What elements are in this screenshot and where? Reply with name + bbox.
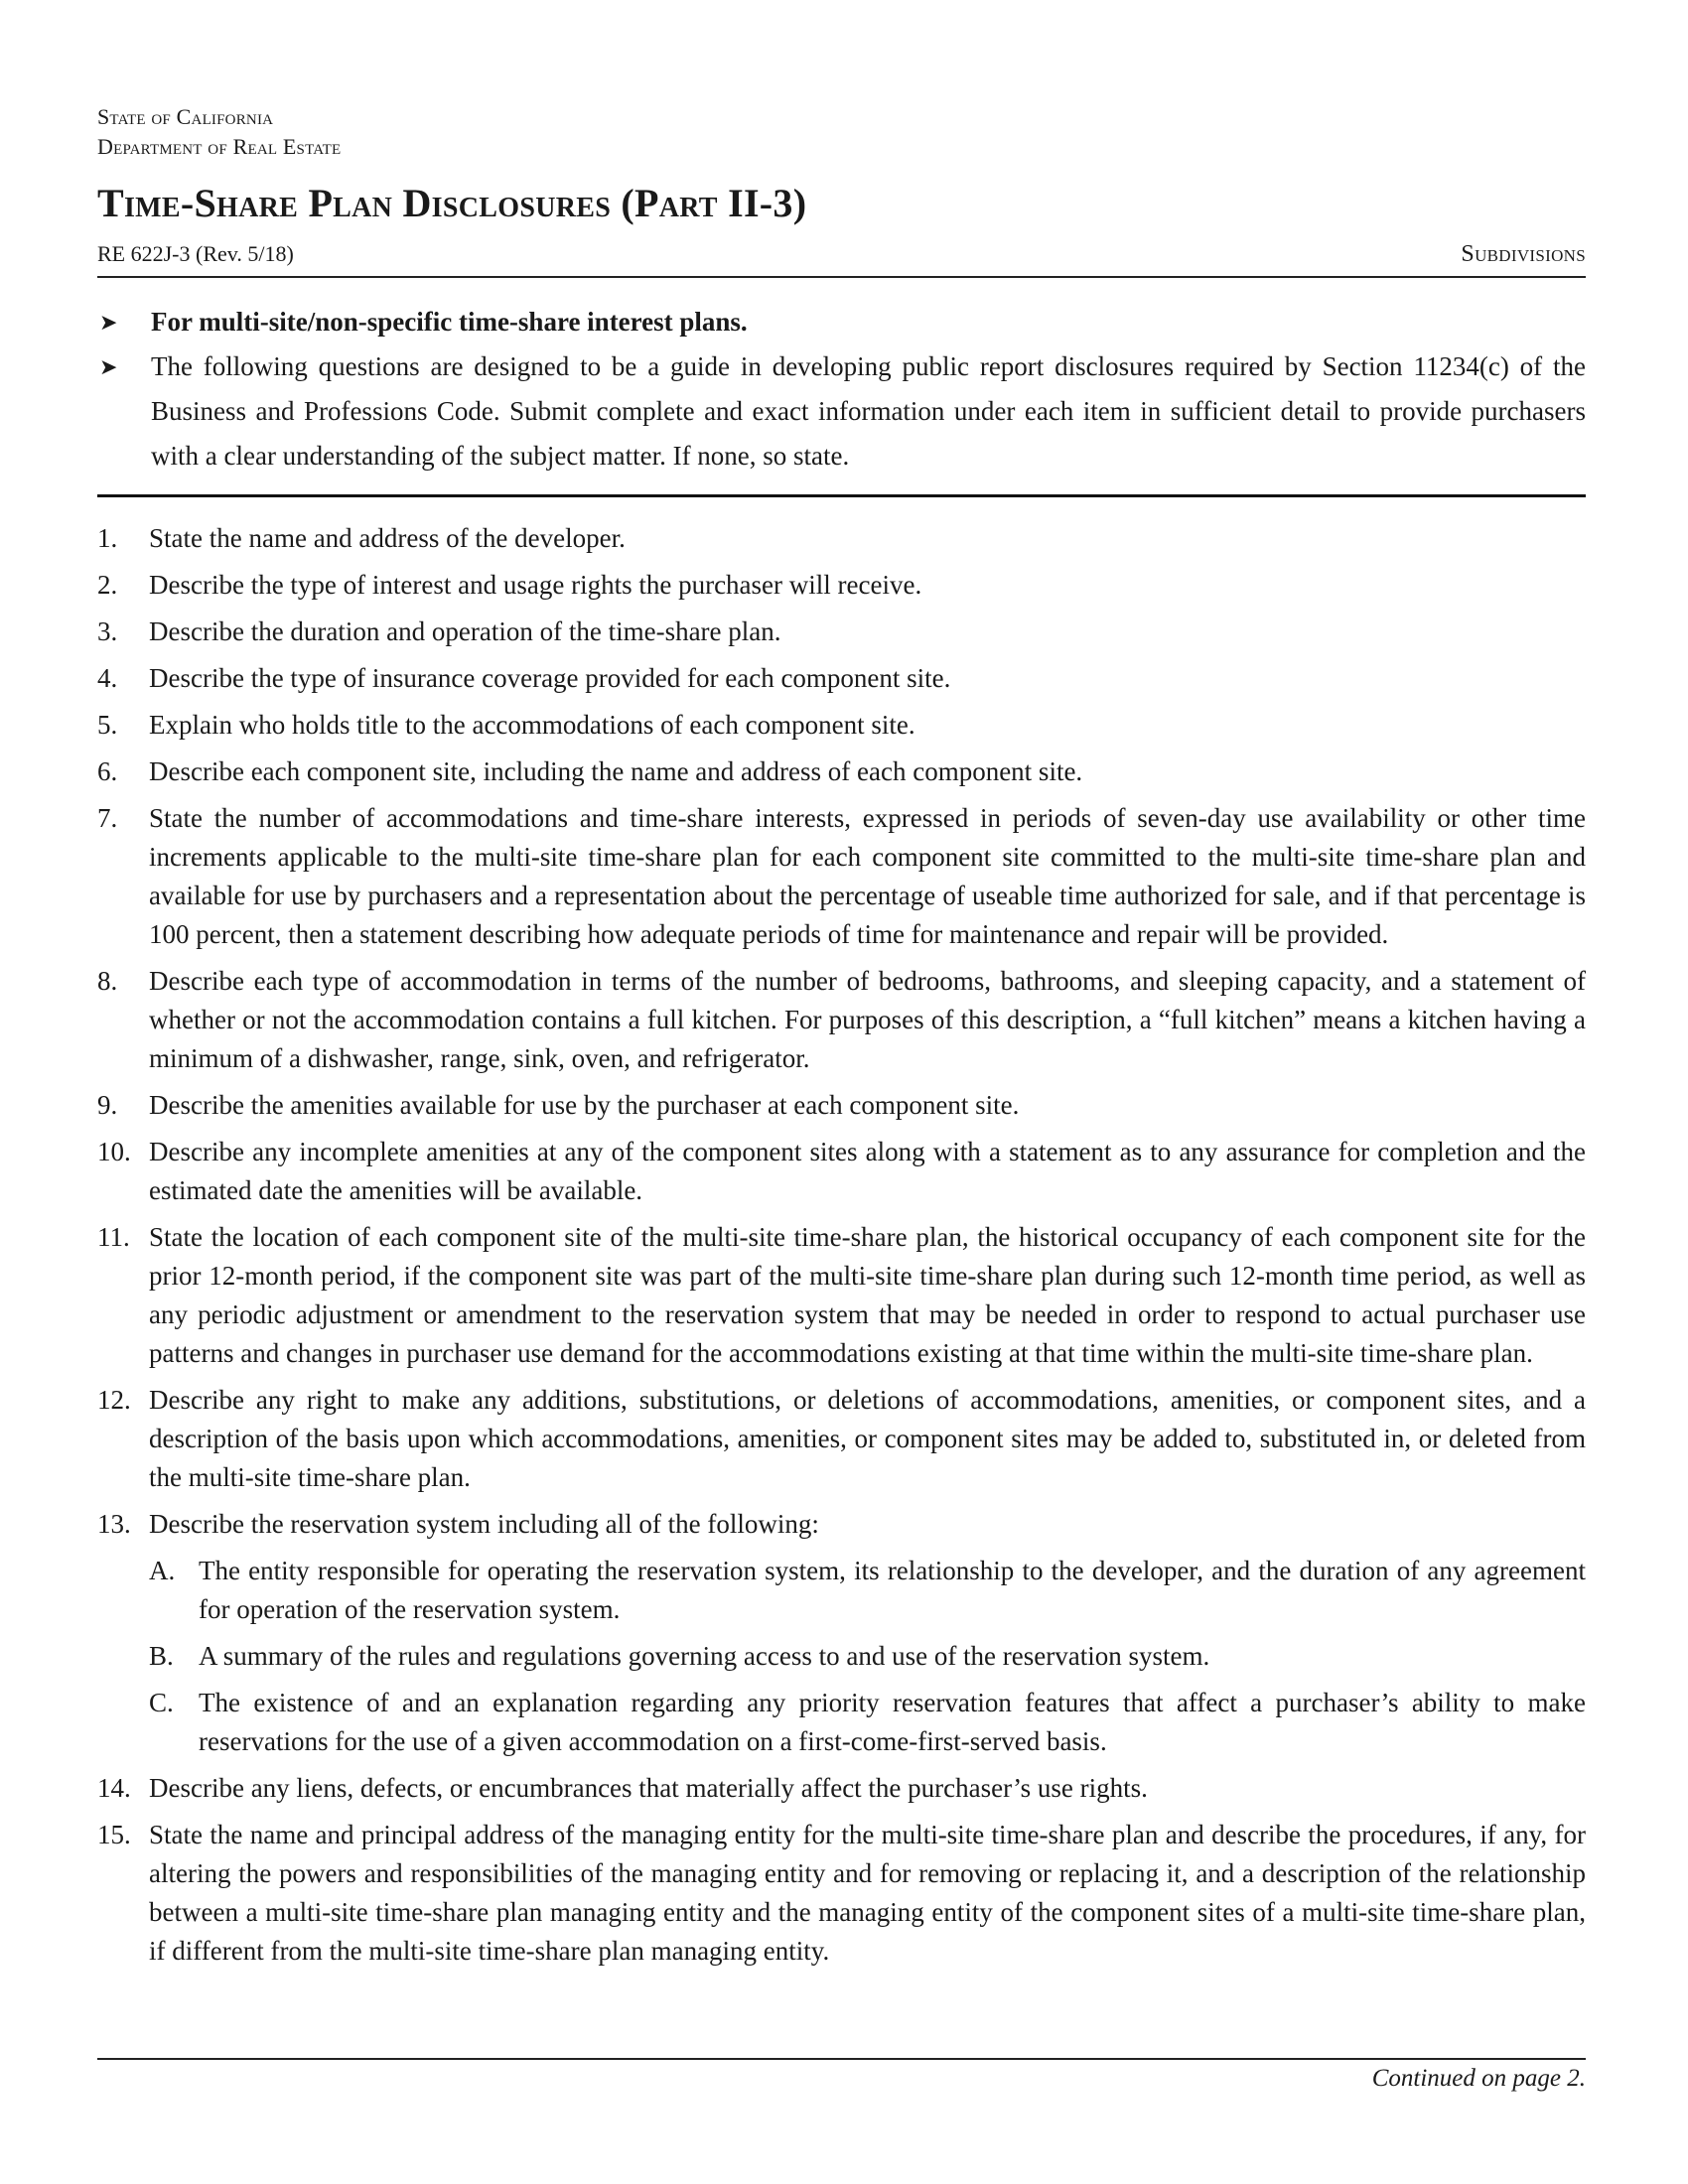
list-item (97, 1086, 1586, 1125)
list-item (97, 1816, 1586, 1971)
intro-bullet-text: For multi-site/non-specific time-share interest plans. (151, 307, 748, 337)
sub-item-text: A summary of the rules and regulations governing access to and use of the reservation system. (199, 1641, 1210, 1671)
arrow-bullet-icon: ➤ (99, 310, 118, 335)
sub-item-letter: B. (149, 1641, 174, 1671)
intro-bullet-text: The following questions are designed to be a guide in developing public report disclosures required by Section 11234(c) of the Business and Professions Code. Submit complete and exact information under each item in sufficient detail to provide purchasers with a clear understanding of the subject matter. If none, so state. (151, 351, 1586, 471)
item-text: Describe any liens, defects, or encumbrances that materially affect the purchaser’s use rights. (149, 1773, 1148, 1803)
intro-bullets (97, 300, 1586, 478)
page-title: Time-Share Plan Disclosures (Part II-3) (97, 181, 807, 225)
sub-item-text: The entity responsible for operating the reservation system, its relationship to the developer, and the duration of any agreement for operation of the reservation system. (199, 1556, 1586, 1624)
list-item (97, 799, 1586, 954)
item-text: State the number of accommodations and time-share interests, expressed in periods of seven-day use availability or other time increments applicable to the multi-site time-share plan for each component site committed to the multi-site time-share plan and available for use by purchasers and a representation about the percentage of useable time authorized for sale, and if that percentage is 100 percent, then a statement describing how adequate periods of time for maintenance and repair will be provided. (149, 803, 1586, 949)
item-text: Describe the duration and operation of the time-share plan. (149, 616, 781, 646)
list-item (97, 962, 1586, 1078)
state-name: State of California (97, 104, 274, 129)
intro-bullet (97, 300, 1586, 344)
sub-item (149, 1637, 1586, 1676)
item-text: Describe each type of accommodation in terms of the number of bedrooms, bathrooms, and sleeping capacity, and a statement of whether or not the accommodation contains a full kitchen. For purposes of this description, a “full kitchen” means a kitchen having a minimum of a dishwasher, range, sink, oven, and refrigerator. (149, 966, 1586, 1073)
item-number: 3. (97, 616, 118, 646)
continued-note: Continued on page 2. (1371, 2065, 1586, 2092)
item-number: 14. (97, 1773, 131, 1803)
list-item (97, 1505, 1586, 1544)
item-number: 1. (97, 523, 118, 553)
list-item (97, 752, 1586, 791)
division-label: Subdivisions (1461, 241, 1586, 267)
intro-divider (97, 494, 1586, 497)
sub-item (149, 1552, 1586, 1629)
item-text: Describe the amenities available for use by the purchaser at each component site. (149, 1090, 1020, 1120)
question-list (97, 519, 1586, 1971)
item-number: 6. (97, 756, 118, 786)
item-text: Describe any right to make any additions, substitutions, or deletions of accommodations, amenities, or component sites, and a description of the basis upon which accommodations, amenities, or component sites may be added to, substituted in, or deleted from the multi-site time-share plan. (149, 1385, 1586, 1492)
list-item (97, 519, 1586, 558)
item-text: State the name and principal address of the managing entity for the multi-site time-share plan and describe the procedures, if any, for altering the powers and responsibilities of the managing entity and for removing or replacing it, and a description of the relationship between a multi-site time-share plan managing entity and the managing entity of the component sites of a multi-site time-share plan, if different from the multi-site time-share plan managing entity. (149, 1820, 1586, 1966)
item-text: Describe the type of insurance coverage provided for each component site. (149, 663, 951, 693)
list-item (97, 1218, 1586, 1373)
item-number: 12. (97, 1385, 131, 1415)
item-text: State the location of each component site of the multi-site time-share plan, the historical occupancy of each component site for the prior 12-month period, if the component site was part of the multi-site time-share plan during such 12-month time period, as well as any periodic adjustment or amendment to the reservation system that may be needed in order to respond to actual purchaser use patterns and changes in purchaser use demand for the accommodations existing at that time within the multi-site time-share plan. (149, 1222, 1586, 1368)
form-number: RE 622J-3 (Rev. 5/18) (97, 241, 294, 266)
item-number: 11. (97, 1222, 130, 1252)
item-text: Describe any incomplete amenities at any of the component sites along with a statement as to any assurance for completion and the estimated date the amenities will be available. (149, 1137, 1586, 1205)
arrow-bullet-icon: ➤ (99, 354, 118, 379)
list-item (97, 566, 1586, 605)
item-number: 8. (97, 966, 118, 996)
item-number: 13. (97, 1509, 131, 1539)
intro-bullet (97, 344, 1586, 478)
header-divider (97, 276, 1586, 278)
item-number: 5. (97, 710, 118, 740)
item-number: 15. (97, 1820, 131, 1849)
item-text: Describe the type of interest and usage rights the purchaser will receive. (149, 570, 922, 600)
footer-divider (97, 2058, 1586, 2060)
item-text: Explain who holds title to the accommodations of each component site. (149, 710, 915, 740)
reservation-system-subitems (149, 1552, 1586, 1761)
item-text: State the name and address of the developer. (149, 523, 626, 553)
item-number: 9. (97, 1090, 118, 1120)
sub-item-letter: C. (149, 1688, 174, 1717)
item-number: 2. (97, 570, 118, 600)
list-item (97, 613, 1586, 651)
list-item (97, 1133, 1586, 1210)
sub-item (149, 1684, 1586, 1761)
item-number: 4. (97, 663, 118, 693)
item-number: 7. (97, 803, 118, 833)
item-number: 10. (97, 1137, 131, 1166)
list-item (97, 1381, 1586, 1497)
list-item (97, 706, 1586, 745)
department-name: Department of Real Estate (97, 134, 342, 159)
item-text: Describe each component site, including the name and address of each component site. (149, 756, 1083, 786)
list-item (97, 659, 1586, 698)
sub-item-letter: A. (149, 1556, 176, 1585)
form-meta-row (97, 240, 1586, 268)
list-item (97, 1769, 1586, 1808)
item-text: Describe the reservation system including all of the following: (149, 1509, 819, 1539)
sub-item-text: The existence of and an explanation regarding any priority reservation features that affect a purchaser’s ability to make reservations for the use of a given accommodation on a first-come-first-served basis. (199, 1688, 1586, 1756)
